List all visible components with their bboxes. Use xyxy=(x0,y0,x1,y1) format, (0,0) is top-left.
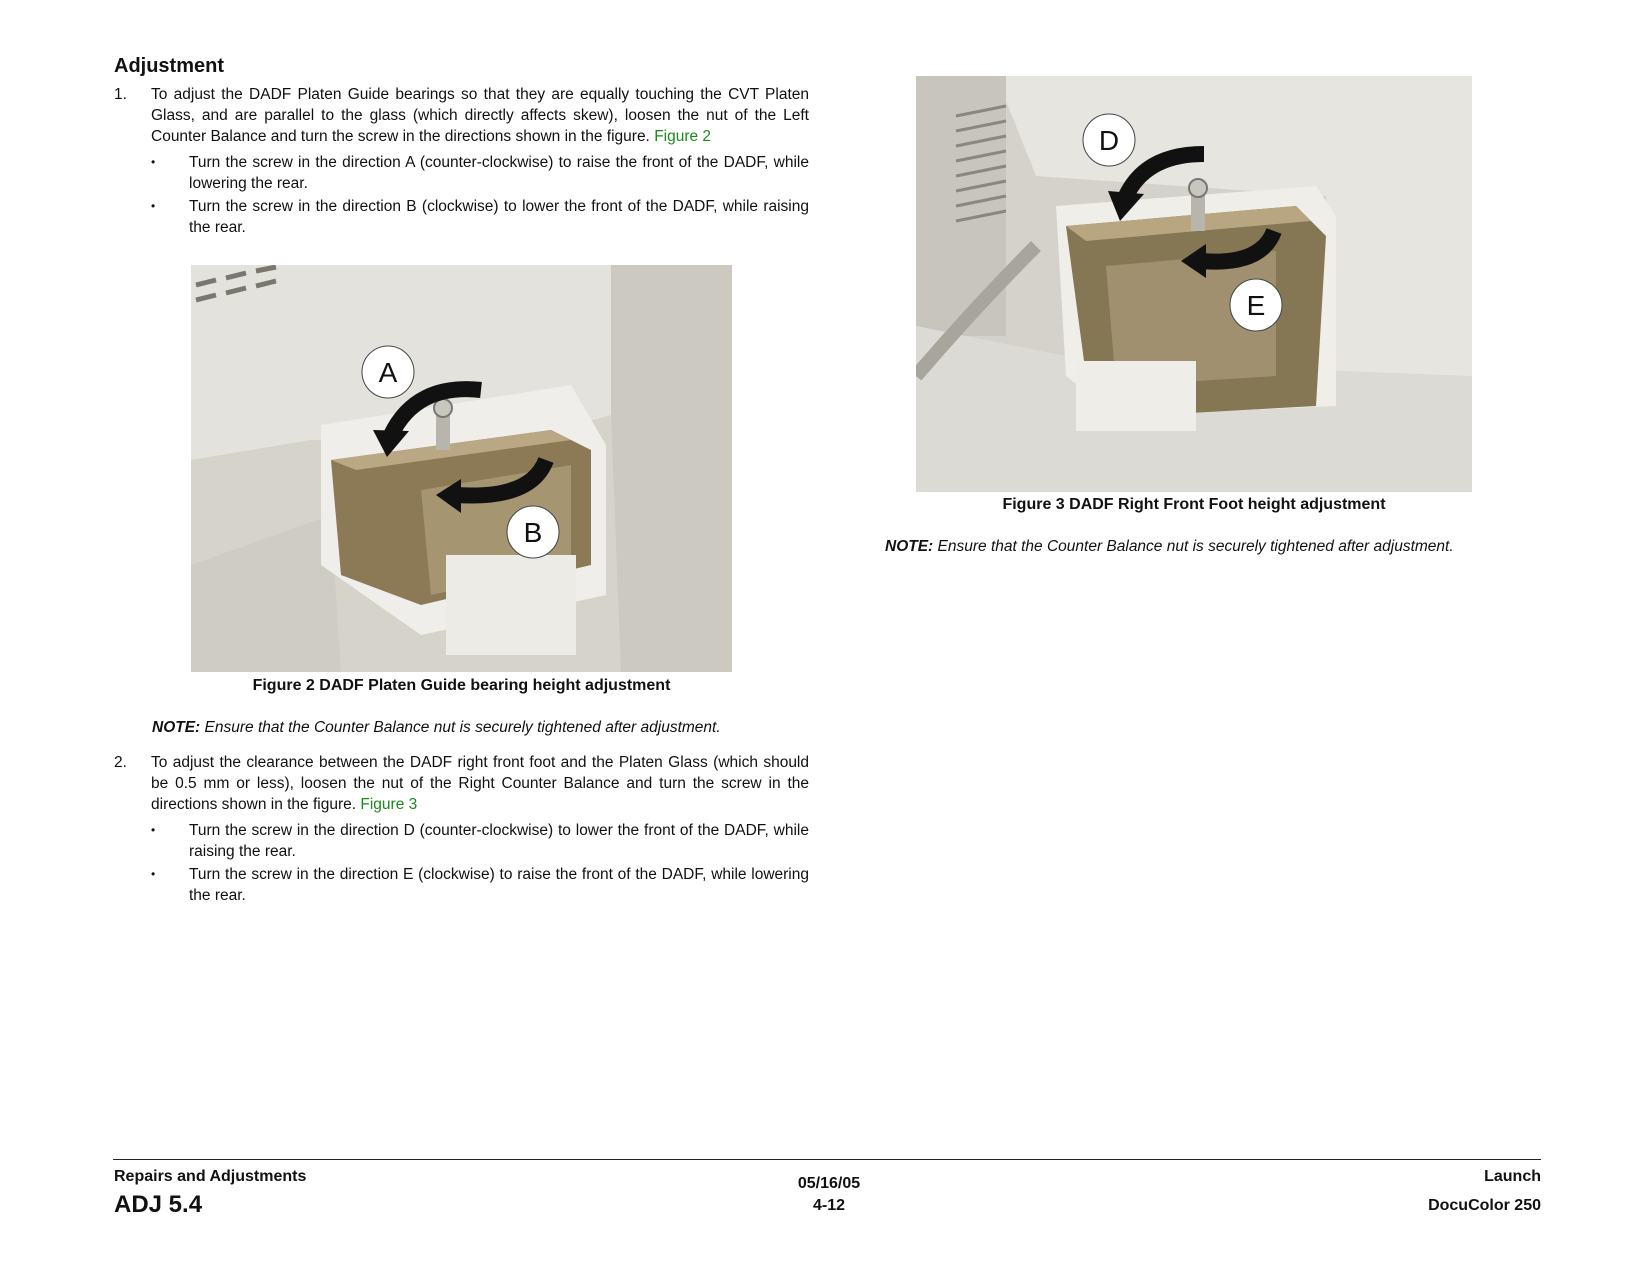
footer-section: Repairs and Adjustments xyxy=(114,1168,307,1185)
figure-3-caption: Figure 3 DADF Right Front Foot height adjustment xyxy=(1002,496,1386,513)
figure-3-photo xyxy=(916,76,1472,492)
figure-3-illustration xyxy=(916,76,1472,492)
step-1-number: 1. xyxy=(114,86,127,103)
step-1-bullet-b: Turn the screw in the direction B (clockwise) to lower the front of the DADF, while raising the rear. xyxy=(189,198,809,236)
footer-rule xyxy=(113,1159,1541,1160)
note-2 xyxy=(885,538,1454,556)
step-1-bullet-a: Turn the screw in the direction A (counter-clockwise) to raise the front of the DADF, while lowering the rear. xyxy=(189,154,809,192)
note-2-text: Ensure that the Counter Balance nut is securely tightened after adjustment. xyxy=(937,538,1454,555)
footer-product: DocuColor 250 xyxy=(1428,1197,1541,1214)
step-2-bullet-d: Turn the screw in the direction D (counter-clockwise) to lower the front of the DADF, while raising the rear. xyxy=(189,822,809,860)
label-d: D xyxy=(1098,125,1120,156)
note-1-period: . xyxy=(716,719,721,736)
figure-2-photo xyxy=(191,265,732,672)
label-b: B xyxy=(523,517,543,548)
step-2-bullet-e: Turn the screw in the direction E (clockwise) to raise the front of the DADF, while lowering the rear. xyxy=(189,866,809,904)
figure-2-link[interactable]: Figure 2 xyxy=(654,128,712,145)
figure-2-illustration xyxy=(191,265,732,672)
footer-code: ADJ 5.4 xyxy=(114,1191,203,1218)
bullet-dot: • xyxy=(151,823,156,837)
section-heading: Adjustment xyxy=(114,55,224,77)
step-2-body: To adjust the clearance between the DADF right front foot and the Platen Glass (which should be 0.5 mm or less), loosen the nut of the Right Counter Balance and turn the screw in the directions shown in the figure. xyxy=(151,754,809,813)
footer-page: 4-12 xyxy=(812,1197,846,1214)
bullet-dot: • xyxy=(151,199,156,213)
figure-3-link[interactable]: Figure 3 xyxy=(360,796,418,813)
step-1-body: To adjust the DADF Platen Guide bearings so that they are equally touching the CVT Platen Glass, and are parallel to the glass (which directly affects skew), loosen the nut of the Left Counter Balance and turn the screw in the directions shown in the figure. xyxy=(151,86,809,145)
footer-date: 05/16/05 xyxy=(797,1175,861,1192)
note-1 xyxy=(152,719,721,737)
figure-2-caption: Figure 2 DADF Platen Guide bearing height adjustment xyxy=(252,677,671,694)
note-2-label: NOTE: xyxy=(885,538,934,555)
footer-status: Launch xyxy=(1484,1168,1541,1185)
step-1-text xyxy=(151,84,809,147)
label-e: E xyxy=(1246,290,1266,321)
note-1-text: Ensure that the Counter Balance nut is securely tightened after adjustment xyxy=(204,719,717,736)
note-1-label: NOTE: xyxy=(152,719,201,736)
bullet-dot: • xyxy=(151,155,156,169)
bullet-dot: • xyxy=(151,867,156,881)
step-2-number: 2. xyxy=(114,754,127,771)
step-2-text xyxy=(151,752,809,815)
label-a: A xyxy=(378,357,398,388)
